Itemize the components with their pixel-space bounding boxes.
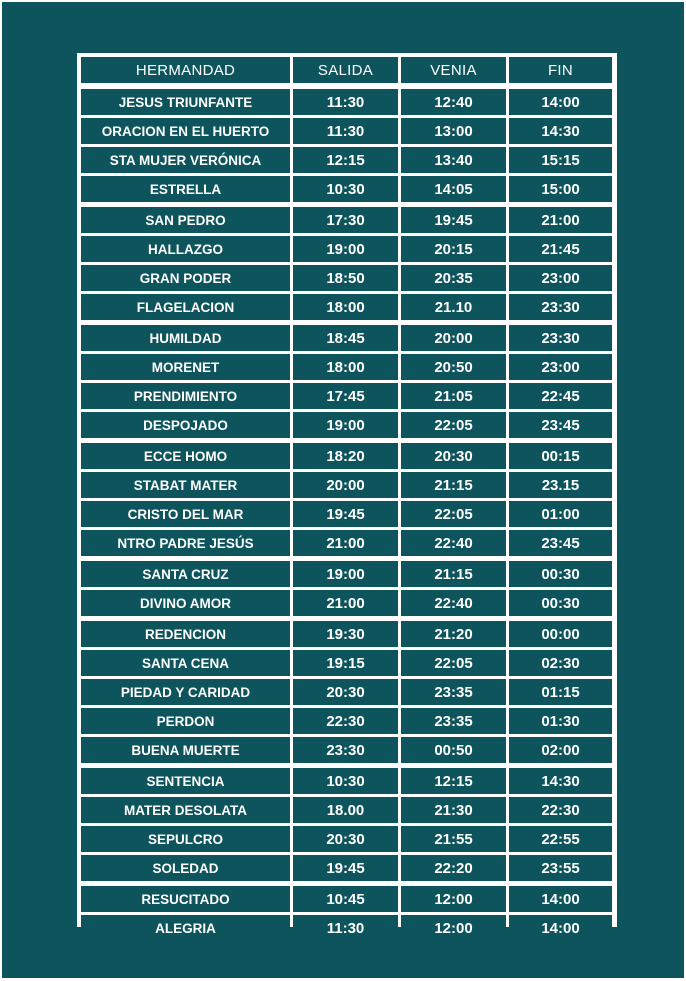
table-row [81,855,612,881]
cell-salida: 20:30 [293,826,398,852]
table-row [81,826,612,852]
table-row [81,797,612,823]
cell-hermandad: CRISTO DEL MAR [81,501,290,527]
cell-hermandad: SENTENCIA [81,768,290,794]
table-row [81,412,612,438]
cell-venia: 12:40 [401,89,506,115]
cell-hermandad: GRAN PODER [81,265,290,291]
cell-venia: 21:20 [401,621,506,647]
cell-hermandad: SAN PEDRO [81,207,290,233]
cell-salida: 10:45 [293,886,398,912]
cell-fin: 22:55 [509,826,612,852]
table-row [81,294,612,320]
cell-salida: 18:45 [293,325,398,351]
cell-venia: 21:15 [401,561,506,587]
table-row [81,708,612,734]
cell-hermandad: HALLAZGO [81,236,290,262]
table-row [81,737,612,763]
cell-venia: 22:05 [401,412,506,438]
cell-hermandad: HUMILDAD [81,325,290,351]
cell-salida: 19:45 [293,855,398,881]
cell-hermandad: REDENCION [81,621,290,647]
cell-hermandad: RESUCITADO [81,886,290,912]
cell-venia: 13:40 [401,147,506,173]
cell-salida: 19:00 [293,236,398,262]
cell-hermandad: ECCE HOMO [81,443,290,469]
table-row [81,530,612,556]
cell-fin: 23:55 [509,855,612,881]
cell-hermandad: MATER DESOLATA [81,797,290,823]
cell-hermandad: DIVINO AMOR [81,590,290,616]
cell-hermandad: JESUS TRIUNFANTE [81,89,290,115]
cell-salida: 21:00 [293,530,398,556]
background-panel [2,2,684,978]
cell-fin: 23:45 [509,412,612,438]
cell-salida: 19:00 [293,561,398,587]
cell-venia: 20:00 [401,325,506,351]
cell-fin: 00:15 [509,443,612,469]
cell-salida: 21:00 [293,590,398,616]
cell-hermandad: FLAGELACION [81,294,290,320]
cell-salida: 18:20 [293,443,398,469]
cell-venia: 20:15 [401,236,506,262]
cell-venia: 22:05 [401,650,506,676]
cell-salida: 17:45 [293,383,398,409]
cell-salida: 18:50 [293,265,398,291]
cell-venia: 20:35 [401,265,506,291]
cell-fin: 02:00 [509,737,612,763]
cell-venia: 21:15 [401,472,506,498]
cell-venia: 21:55 [401,826,506,852]
cell-hermandad: STA MUJER VERÓNICA [81,147,290,173]
table-row [81,590,612,616]
cell-salida: 19:30 [293,621,398,647]
cell-salida: 19:45 [293,501,398,527]
cell-salida: 22:30 [293,708,398,734]
cell-salida: 20:00 [293,472,398,498]
cell-venia: 21:05 [401,383,506,409]
header-fin: FIN [509,57,612,83]
cell-salida: 10:30 [293,768,398,794]
cell-fin: 21:45 [509,236,612,262]
table-row [81,265,612,291]
cell-fin: 23:30 [509,294,612,320]
table-row [81,383,612,409]
schedule-card [77,53,617,937]
cell-fin: 00:00 [509,621,612,647]
cell-fin: 01:00 [509,501,612,527]
cell-salida: 23:30 [293,737,398,763]
cell-hermandad: SEPULCRO [81,826,290,852]
cell-fin: 23:00 [509,354,612,380]
table-row [81,89,612,115]
cell-fin: 15:00 [509,176,612,202]
cell-hermandad: ALEGRIA [81,915,290,941]
table-header [81,57,612,83]
cell-venia: 21:30 [401,797,506,823]
cell-venia: 21.10 [401,294,506,320]
cell-venia: 13:00 [401,118,506,144]
schedule-table [81,57,612,944]
cell-fin: 02:30 [509,650,612,676]
cell-fin: 14:00 [509,886,612,912]
table-row [81,768,612,794]
cell-fin: 23:30 [509,325,612,351]
cell-salida: 18:00 [293,354,398,380]
cell-fin: 22:45 [509,383,612,409]
table-row [81,650,612,676]
cell-salida: 19:15 [293,650,398,676]
cell-venia: 23:35 [401,679,506,705]
table-row [81,118,612,144]
cell-venia: 22:05 [401,501,506,527]
cell-salida: 11:30 [293,118,398,144]
cell-fin: 14:30 [509,768,612,794]
cell-fin: 23:45 [509,530,612,556]
cell-hermandad: MORENET [81,354,290,380]
table-row [81,176,612,202]
cell-salida: 17:30 [293,207,398,233]
table-row [81,236,612,262]
table-row [81,325,612,351]
cell-fin: 01:15 [509,679,612,705]
cell-fin: 01:30 [509,708,612,734]
table-row [81,561,612,587]
cell-salida: 11:30 [293,915,398,941]
table-row [81,501,612,527]
cell-hermandad: ORACION EN EL HUERTO [81,118,290,144]
cell-salida: 10:30 [293,176,398,202]
cell-fin: 14:00 [509,915,612,941]
table-row [81,886,612,912]
cell-hermandad: PERDON [81,708,290,734]
cell-venia: 12:00 [401,886,506,912]
cell-hermandad: SANTA CENA [81,650,290,676]
cell-fin: 00:30 [509,561,612,587]
cell-venia: 14:05 [401,176,506,202]
cell-venia: 20:30 [401,443,506,469]
cell-venia: 22:20 [401,855,506,881]
cell-fin: 14:00 [509,89,612,115]
cell-fin: 21:00 [509,207,612,233]
table-row [81,207,612,233]
header-salida: SALIDA [293,57,398,83]
table-row [81,679,612,705]
cell-hermandad: PRENDIMIENTO [81,383,290,409]
cell-fin: 22:30 [509,797,612,823]
cell-hermandad: ESTRELLA [81,176,290,202]
cell-venia: 00:50 [401,737,506,763]
header-hermandad: HERMANDAD [81,57,290,83]
header-venia: VENIA [401,57,506,83]
table-row [81,915,612,941]
cell-fin: 00:30 [509,590,612,616]
table-row [81,147,612,173]
cell-hermandad: NTRO PADRE JESÚS [81,530,290,556]
cell-salida: 18.00 [293,797,398,823]
cell-salida: 20:30 [293,679,398,705]
cell-venia: 19:45 [401,207,506,233]
cell-hermandad: DESPOJADO [81,412,290,438]
cell-hermandad: BUENA MUERTE [81,737,290,763]
table-body [81,89,612,941]
cell-salida: 18:00 [293,294,398,320]
table-row [81,472,612,498]
cell-hermandad: SOLEDAD [81,855,290,881]
cell-salida: 11:30 [293,89,398,115]
cell-fin: 23.15 [509,472,612,498]
table-row [81,621,612,647]
cell-venia: 12:00 [401,915,506,941]
cell-fin: 14:30 [509,118,612,144]
cell-venia: 22:40 [401,590,506,616]
cell-hermandad: PIEDAD Y CARIDAD [81,679,290,705]
cell-venia: 22:40 [401,530,506,556]
cell-hermandad: SANTA CRUZ [81,561,290,587]
cell-venia: 20:50 [401,354,506,380]
cell-venia: 23:35 [401,708,506,734]
cell-fin: 15:15 [509,147,612,173]
cell-salida: 12:15 [293,147,398,173]
cell-fin: 23:00 [509,265,612,291]
table-row [81,354,612,380]
cell-hermandad: STABAT MATER [81,472,290,498]
table-row [81,443,612,469]
cell-venia: 12:15 [401,768,506,794]
cell-salida: 19:00 [293,412,398,438]
